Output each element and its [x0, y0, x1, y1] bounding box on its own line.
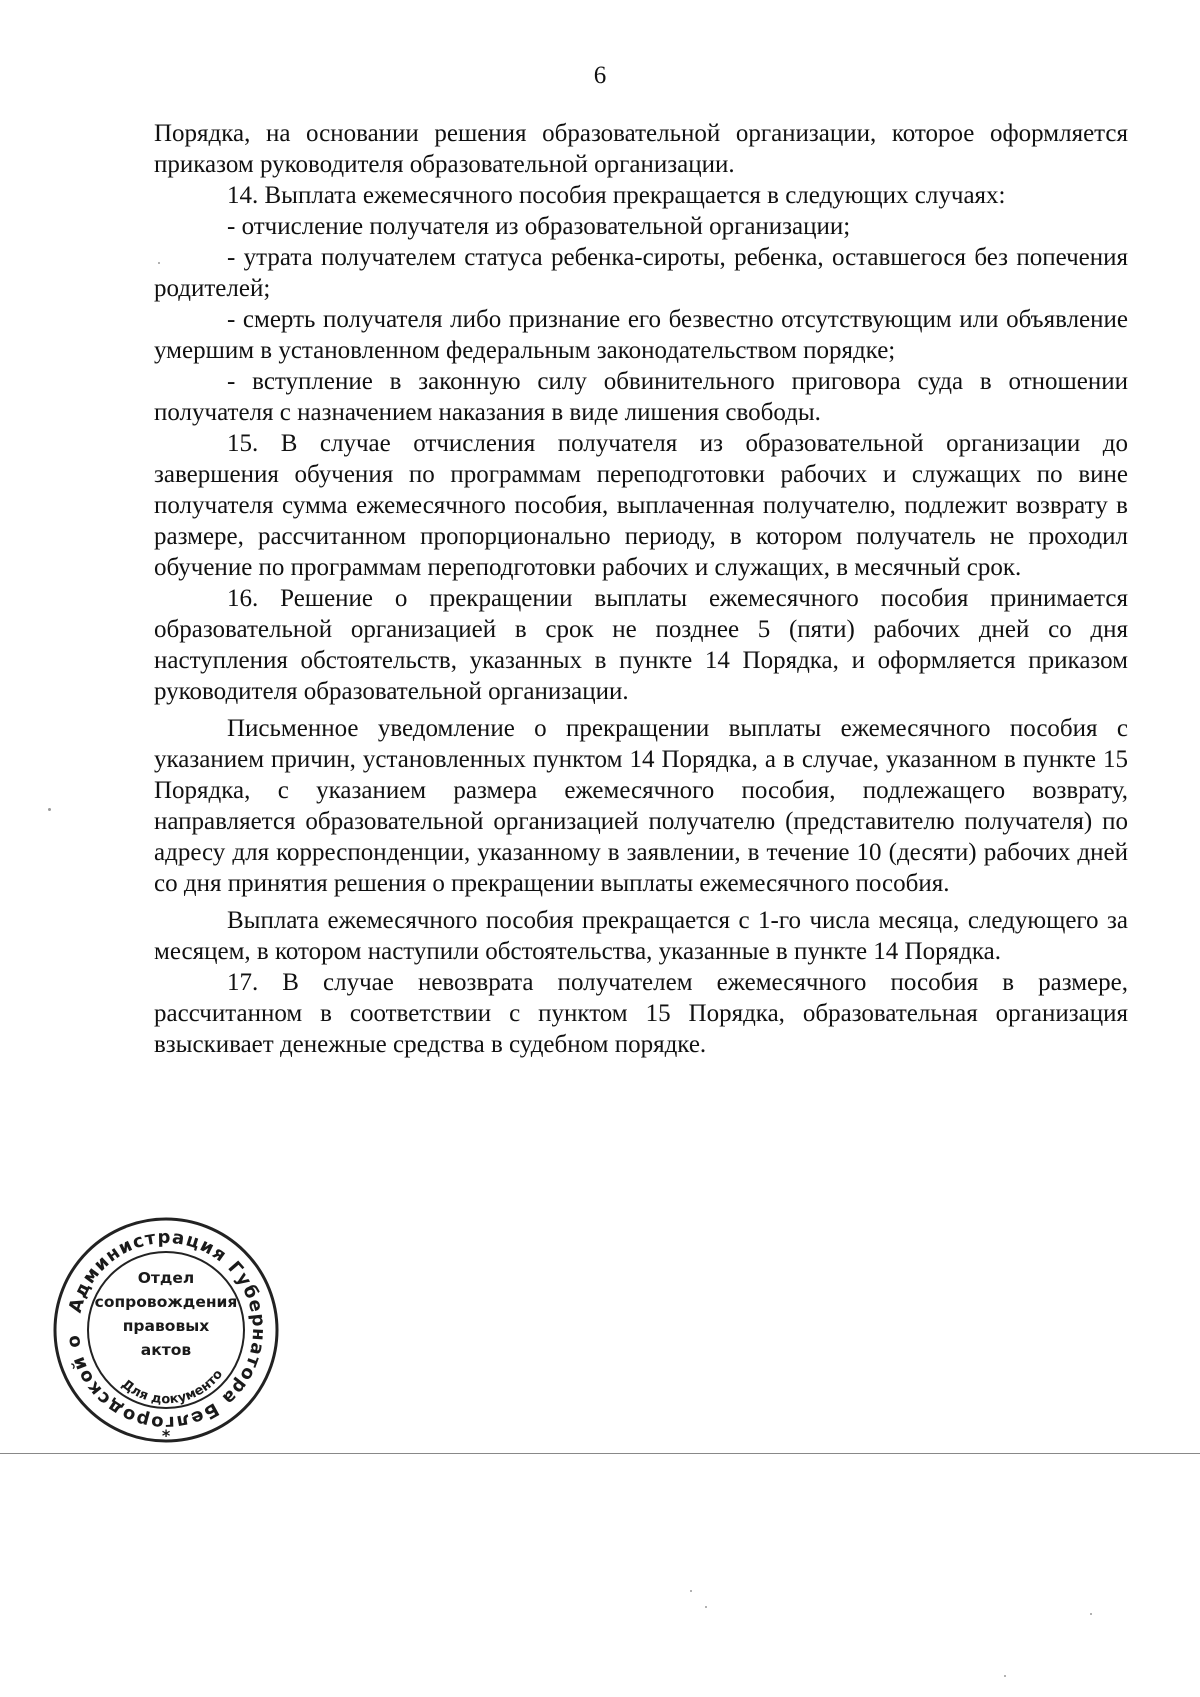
stamp-star: *: [161, 1426, 171, 1445]
stamp-line-legal: правовых: [122, 1317, 210, 1335]
stamp-line-acts: актов: [140, 1341, 192, 1359]
stamp-ring-text: Администрация Губернатора Белгородской о: [62, 1226, 270, 1434]
list-item-expulsion: - отчисление получателя из образовательной организации;: [227, 213, 851, 240]
list-item-sentence: - вступление в законную силу обвинительного приговора суда в отношении получателя с назначением наказания в виде лишения свободы.: [154, 368, 1128, 426]
stamp-line-department: Отдел: [137, 1269, 195, 1287]
paragraph-item-15: 15. В случае отчисления получателя из образовательной организации до завершения обучения по программам переподготовки рабочих и служащих по вине получателя сумма ежемесячного пособия, выплаченная получателю, подлежит возврату в размере, рассчитанном пропорционально периоду, в котором получатель не проходил обучение по программам переподготовки рабочих и служащих, в месячный срок.: [154, 430, 1128, 581]
paragraph-item-16: 16. Решение о прекращении выплаты ежемесячного пособия принимается образовательной организацией в срок не позднее 5 (пяти) рабочих дней со дня наступления обстоятельств, указанных в пункте 14 Порядка, и оформляется приказом руководителя образовательной организации.: [154, 585, 1128, 705]
page-number: 6: [593, 62, 607, 89]
paragraph-item-14: 14. Выплата ежемесячного пособия прекращается в следующих случаях:: [227, 182, 1006, 209]
list-item-loss-of-status: - утрата получателем статуса ребенка-сироты, ребенка, оставшегося без попечения родителей;: [154, 244, 1128, 302]
official-stamp: [48, 1212, 284, 1448]
scan-speck: [1090, 1613, 1092, 1615]
scan-speck: [158, 262, 160, 264]
paragraph-written-notice: Письменное уведомление о прекращении выплаты ежемесячного пособия с указанием причин, установленных пунктом 14 Порядка, а в случае, указанном в пункте 15 Порядка, с указанием размера ежемесячного пособия, подлежащего возврату, направляется образовательной организацией получателю (представителю получателя) по адресу для корреспонденции, указанному в заявлении, в течение 10 (десяти) рабочих дней со дня принятия решения о прекращении выплаты ежемесячного пособия.: [154, 715, 1128, 897]
stamp-line-support: сопровождения: [94, 1293, 238, 1311]
stamp-inner-arc-text: Для документо: [118, 1367, 227, 1408]
paragraph-item-17: 17. В случае невозврата получателем ежемесячного пособия в размере, рассчитанном в соответствии с пунктом 15 Порядка, образовательная организация взыскивает денежные средства в судебном порядке.: [154, 969, 1128, 1058]
list-item-death: - смерть получателя либо признание его безвестно отсутствующим или объявление умершим в установленном федеральным законодательством порядке;: [154, 306, 1128, 364]
scan-speck: [48, 808, 51, 811]
page-bottom-rule: [0, 1453, 1200, 1454]
document-body: [154, 118, 1128, 1060]
stamp-center-text: [90, 1266, 242, 1362]
scan-speck: [690, 1590, 692, 1592]
paragraph-continuation: Порядка, на основании решения образовательной организации, которое оформляется приказом руководителя образовательной организации.: [154, 120, 1128, 178]
scan-speck: [1004, 1675, 1006, 1677]
paragraph-payment-termination: Выплата ежемесячного пособия прекращается с 1-го числа месяца, следующего за месяцем, в котором наступили обстоятельства, указанные в пункте 14 Порядка.: [154, 907, 1128, 965]
scan-speck: [705, 1606, 707, 1608]
